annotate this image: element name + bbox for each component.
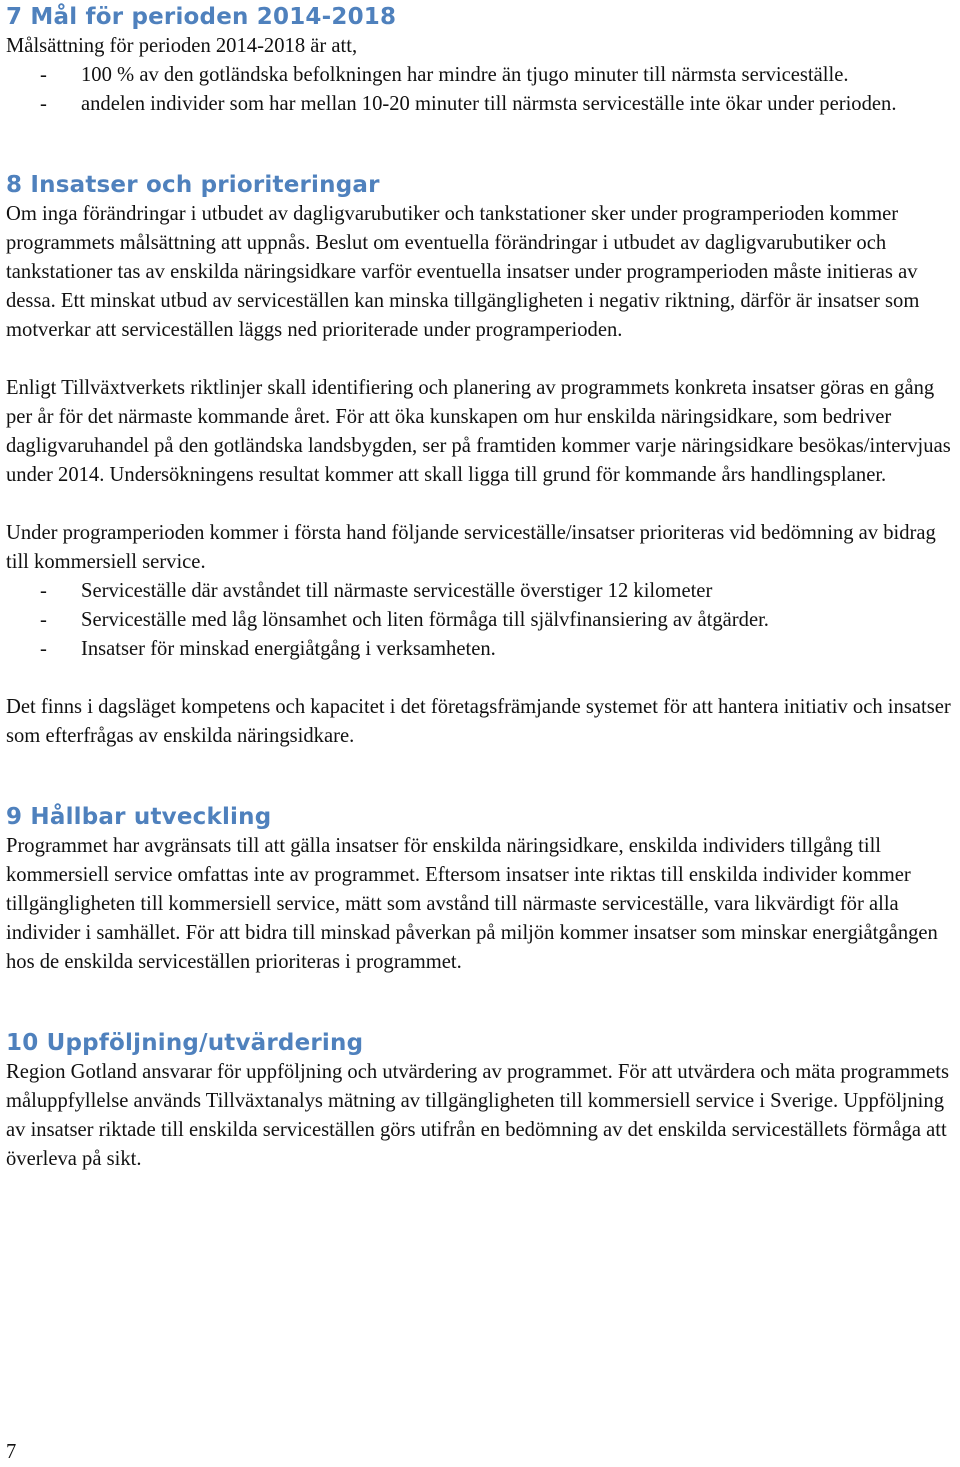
section-7-goals: [6, 2, 956, 119]
section-8-paragraph-1: Om inga förändringar i utbudet av dagligvarubutiker och tankstationer sker under programperioden kommer programmets målsättning att uppnås. Beslut om eventuella förändringar i utbudet av dagligvarubutiker och tankstationer tas av enskilda näringsidkare varför eventuella insatser under programperioden måste initieras av dessa. Ett minskat utbud av serviceställen kan minska tillgängligheten i negativ riktning, därför är insatser som motverkar att serviceställen läggs ned prioriterade under programperioden.: [6, 203, 920, 341]
section-10-followup: [6, 1028, 956, 1174]
paragraph-spacer: [6, 490, 956, 519]
document-page: [6, 0, 956, 1174]
section-7-intro: Målsättning för perioden 2014-2018 är att,: [6, 35, 358, 57]
dash-bullet: -: [40, 64, 47, 86]
list-item: [6, 90, 956, 119]
list-item-text: Serviceställe där avståndet till närmaste serviceställe överstiger 12 kilometer: [81, 580, 713, 602]
section-8-paragraph-3: Under programperioden kommer i första hand följande serviceställe/insatser prioriteras vid bedömning av bidrag till kommersiell service.: [6, 522, 936, 573]
list-item-text: 100 % av den gotländska befolkningen har mindre än tjugo minuter till närmsta serviceställe.: [81, 64, 849, 86]
dash-bullet: -: [40, 609, 47, 631]
list-item: [6, 606, 956, 635]
list-item: [6, 635, 956, 664]
section-7-heading: 7 Mål för perioden 2014-2018: [6, 4, 397, 30]
section-9-sustainability: [6, 802, 956, 977]
list-item-text: andelen individer som har mellan 10-20 minuter till närmsta serviceställe inte ökar under perioden.: [81, 93, 897, 115]
list-item-text: Serviceställe med låg lönsamhet och liten förmåga till självfinansiering av åtgärder.: [81, 609, 769, 631]
section-7-goal-list: [6, 61, 956, 119]
page-number: 7: [6, 1441, 17, 1463]
paragraph-spacer: [6, 345, 956, 374]
section-10-heading: 10 Uppföljning/utvärdering: [6, 1030, 364, 1056]
list-item-text: Insatser för minskad energiåtgång i verksamheten.: [81, 638, 496, 660]
list-item: [6, 577, 956, 606]
section-8-priority-list: [6, 577, 956, 664]
dash-bullet: -: [40, 638, 47, 660]
section-8-paragraph-4: Det finns i dagsläget kompetens och kapacitet i det företagsfrämjande systemet för att hantera initiativ och insatser som efterfrågas av enskilda näringsidkare.: [6, 696, 951, 747]
section-10-paragraph-1: Region Gotland ansvarar för uppföljning och utvärdering av programmet. För att utvärdera och mäta programmets måluppfyllelse används Tillväxtanalys mätning av tillgängligheten till kommersiell service i Sverige. Uppföljning av insatser riktade till enskilda serviceställen görs utifrån en bedömning av det enskilda serviceställets förmåga att överleva på sikt.: [6, 1061, 950, 1170]
section-8-priorities: [6, 170, 956, 751]
dash-bullet: -: [40, 93, 47, 115]
section-9-heading: 9 Hållbar utveckling: [6, 804, 272, 830]
section-8-paragraph-2: Enligt Tillväxtverkets riktlinjer skall identifiering och planering av programmets konkreta insatser göras en gång per år för det närmaste kommande året. För att öka kunskapen om hur enskilda näringsidkare, som bedriver dagligvaruhandel på den gotländska landsbygden, ser på framtiden kommer varje näringsidkare besökas/intervjuas under 2014. Undersökningens resultat kommer att skall ligga till grund för kommande års handlingsplaner.: [6, 377, 951, 486]
paragraph-spacer: [6, 664, 956, 693]
section-9-paragraph-1: Programmet har avgränsats till att gälla insatser för enskilda näringsidkare, enskilda individers tillgång till kommersiell service omfattas inte av programmet. Eftersom insatser inte riktas till enskilda individer kommer tillgängligheten till kommersiell service, mätt som avstånd till närmaste serviceställe, vara likvärdigt för alla individer i samhället. För att bidra till minskad påverkan på miljön kommer insatser som minskar energiåtgången hos de enskilda serviceställen prioriteras i programmet.: [6, 835, 938, 973]
dash-bullet: -: [40, 580, 47, 602]
list-item: [6, 61, 956, 90]
section-8-heading: 8 Insatser och prioriteringar: [6, 172, 380, 198]
